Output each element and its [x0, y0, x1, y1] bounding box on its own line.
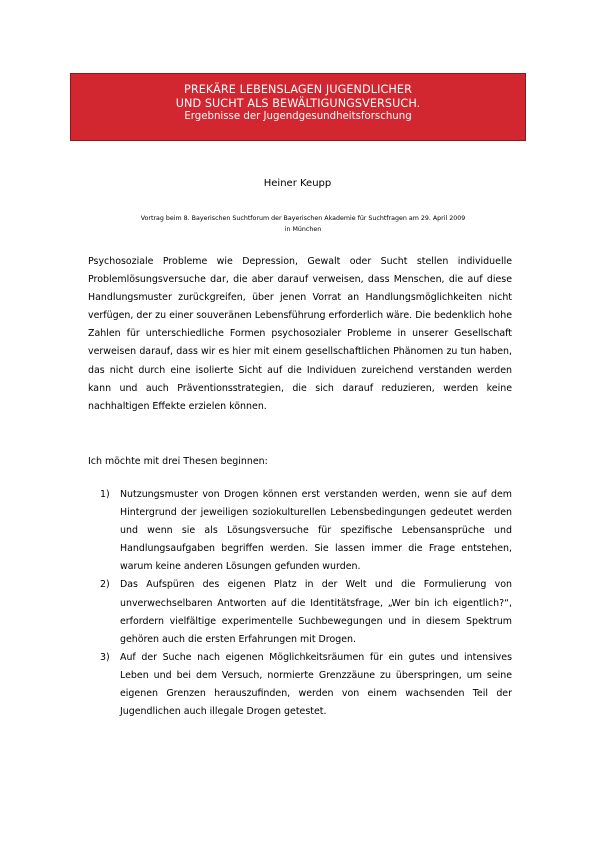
- theses-list: [88, 486, 512, 721]
- thesis-item: [88, 486, 512, 576]
- intro-paragraph: Psychosoziale Probleme wie Depression, Gewalt oder Sucht stellen individuelle Problemlösungsversuche dar, die aber darauf verweisen, dass Menschen, die auf diese Handlungsmuster zurückgreifen, über jenen Vorrat an Handlungsmöglichkeiten nicht verfügen, der zu einer souveränen Lebensführung erforderlich wäre. Die bedenklich hohe Zahlen für unterschiedliche Formen psychosozialer Probleme in unserer Gesellschaft verweisen darauf, dass wir es hier mit einem gesellschaftlichen Phänomen zu tun haben, das nicht durch eine isolierte Sicht auf die Individuen zureichend verstanden werden kann und auch Präventionsstrategien, die sich darauf reduzieren, werden keine nachhaltigen Effekte erzielen können.: [88, 256, 512, 412]
- subtitle: Ergebnisse der Jugendgesundheitsforschung: [184, 111, 412, 123]
- title-line-1: PREKÄRE LEBENSLAGEN JUGENDLICHER: [184, 83, 412, 96]
- occasion-line-2: in München: [284, 226, 322, 233]
- title-banner: [70, 73, 526, 141]
- thesis-item: [88, 649, 512, 721]
- thesis-number: 1): [100, 489, 110, 500]
- title-line-2: UND SUCHT ALS BEWÄLTIGUNGSVERSUCH.: [175, 96, 421, 110]
- thesis-number: 3): [100, 651, 110, 663]
- occasion-line-1: Vortrag beim 8. Bayerischen Suchtforum der Bayerischen Akademie für Suchtfragen am 29. April 2009: [140, 215, 466, 222]
- theses-intro: Ich möchte mit drei Thesen beginnen:: [88, 456, 268, 467]
- thesis-item: [88, 576, 512, 648]
- thesis-text: Auf der Suche nach eigenen Möglichkeitsräumen für ein gutes und intensives Leben und bei dem Versuch, normierte Grenzzäune zu überspringen, um seine eigenen Grenzen herauszufinden, werden von einem wachsenden Teil der Jugendlichen auch illegale Drogen getestet.: [120, 651, 512, 718]
- occasion-note: [88, 213, 518, 235]
- thesis-text: Das Aufspüren des eigenen Platz in der Welt und die Formulierung von unverwechselbaren Antworten auf die Identitätsfrage, „Wer bin ich eigentlich?“, erfordern vielfältige experimentelle Suchbewegungen und in diesem Spektrum gehören auch die ersten Erfahrungen mit Drogen.: [120, 579, 512, 645]
- thesis-number: 2): [100, 579, 110, 591]
- author-name: Heiner Keupp: [263, 178, 332, 189]
- thesis-text: Nutzungsmuster von Drogen können erst verstanden werden, wenn sie auf dem Hintergrund der jeweiligen soziokulturellen Lebensbedingungen gedeutet werden und wenn sie als Lösungsversuche für spezifische Lebensansprüche und Handlungsaufgaben begriffen werden. Sie lassen immer die Frage entstehen, warum keine anderen Lösungen gefunden wurden.: [120, 489, 512, 573]
